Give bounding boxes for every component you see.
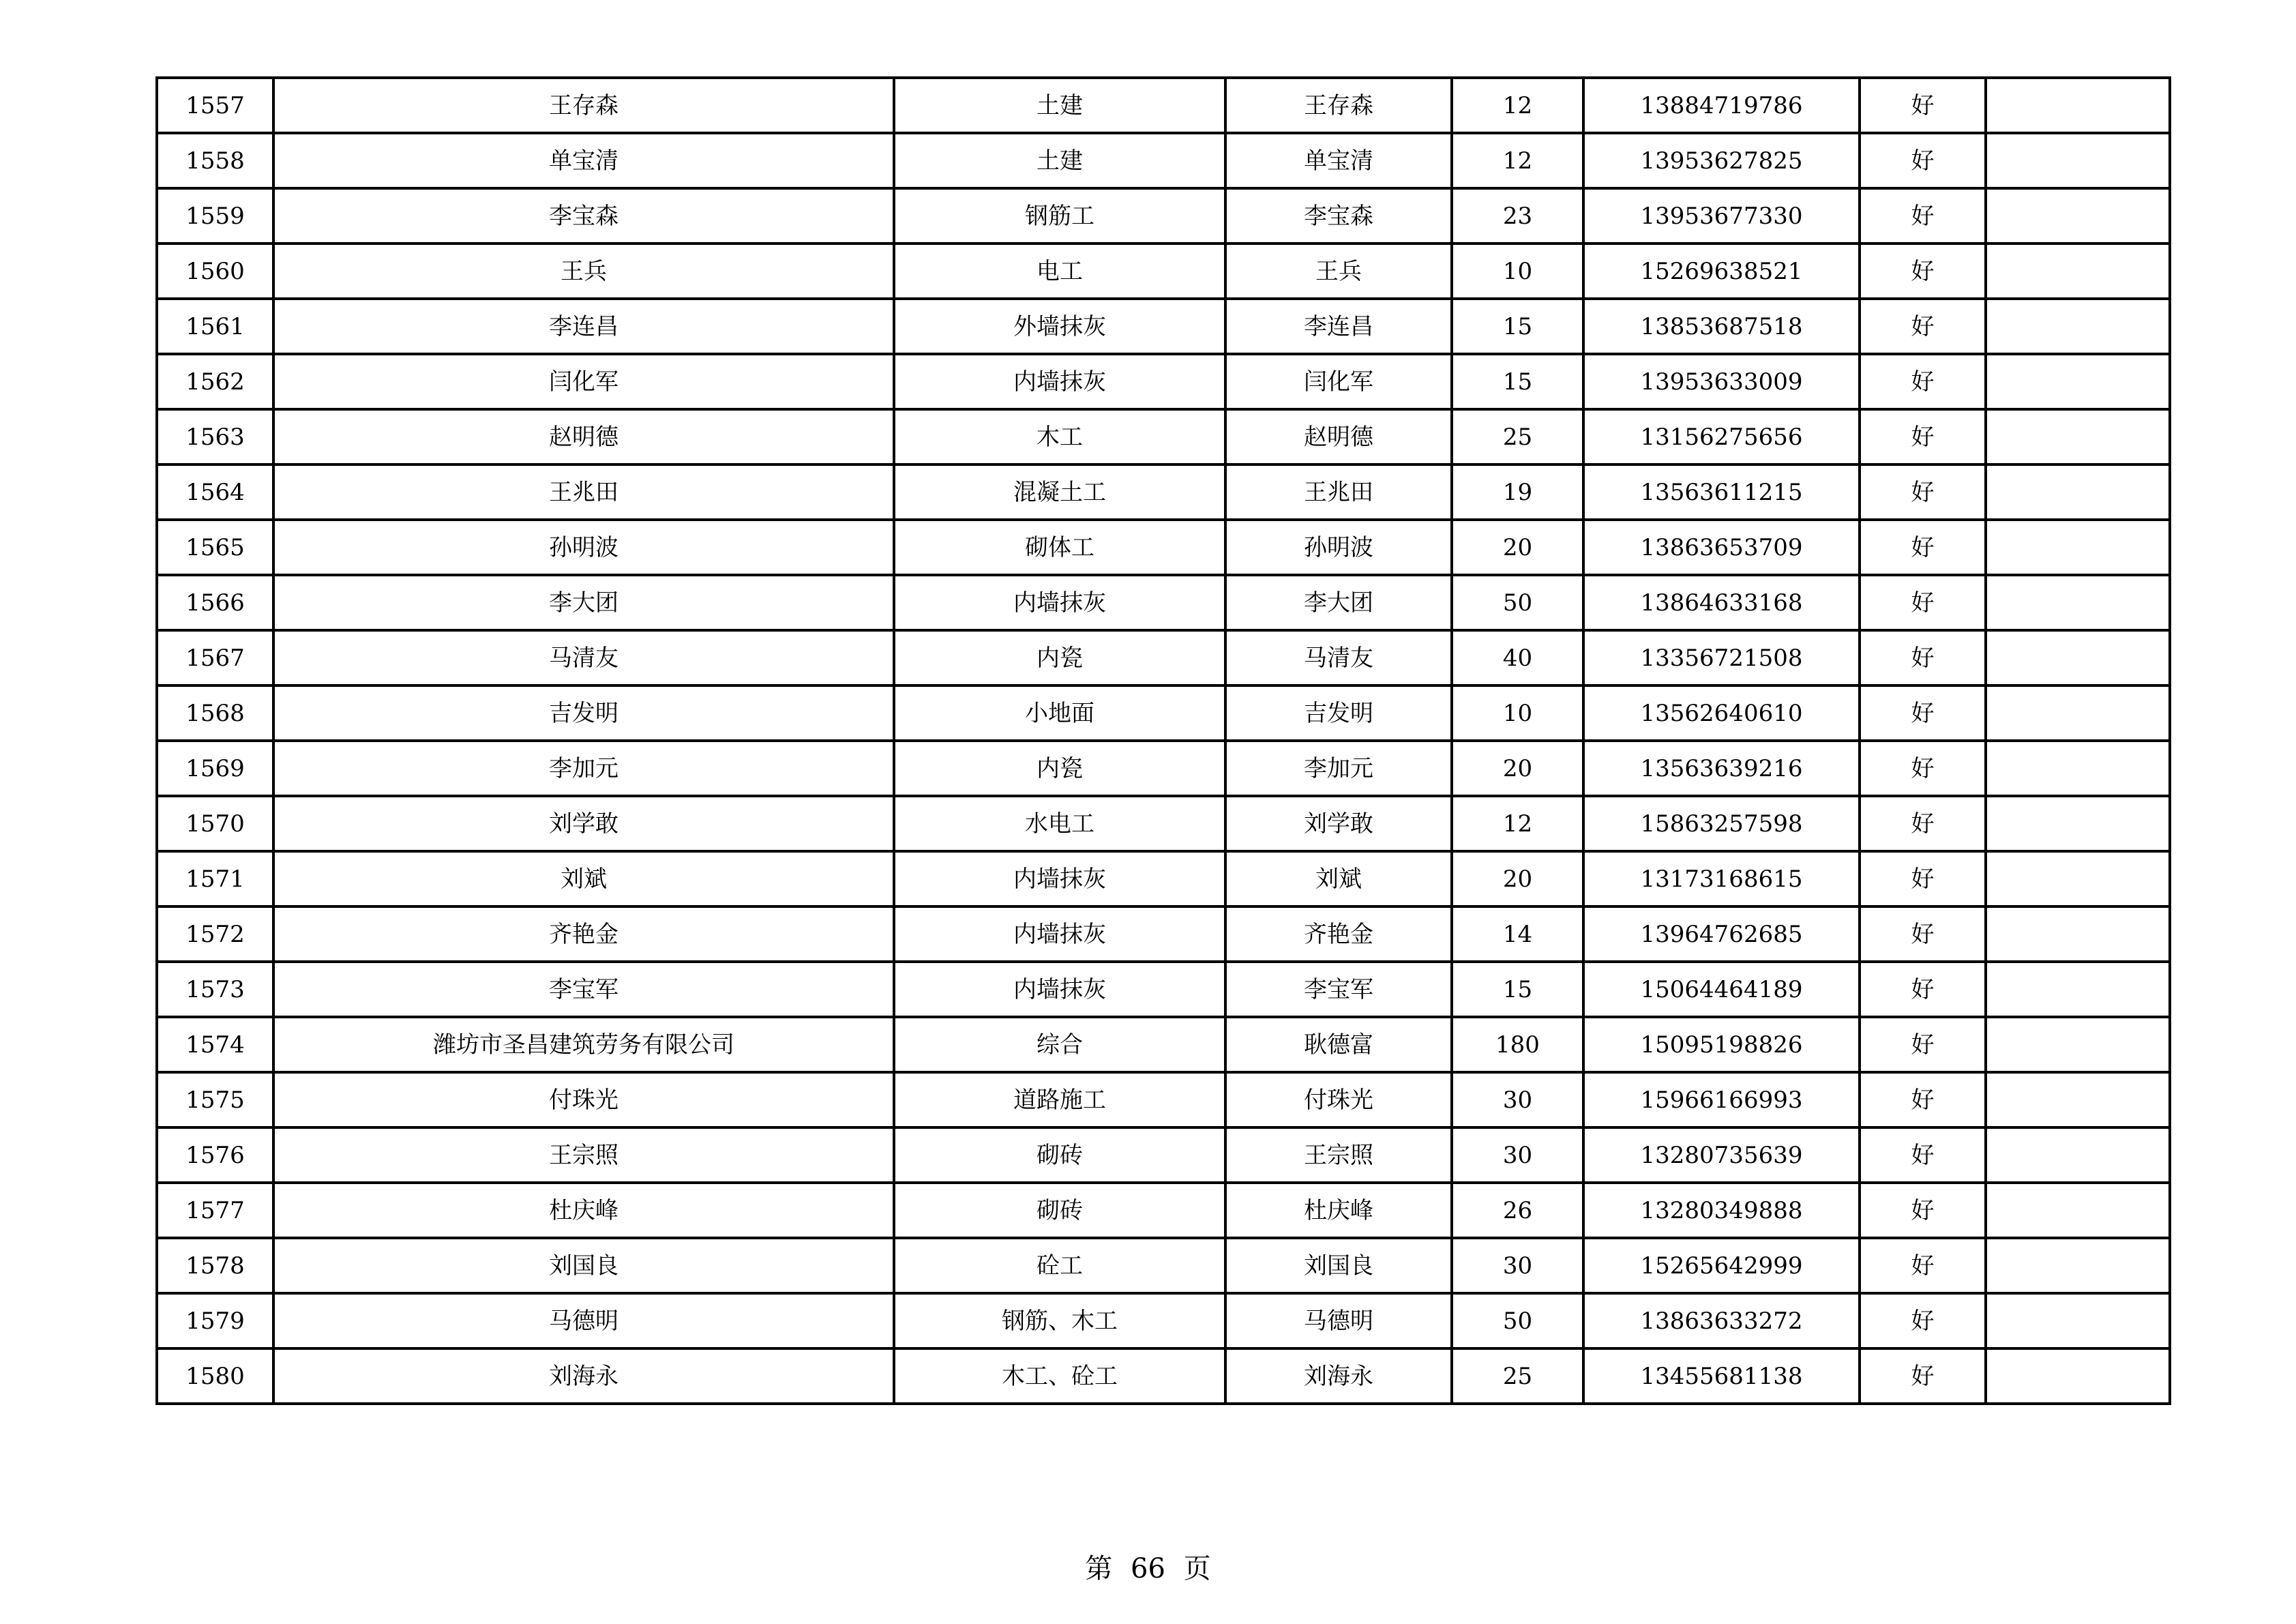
headcount-cell: 10 <box>1452 243 1583 299</box>
trade-cell: 砌砖 <box>894 1183 1225 1238</box>
remarks-cell <box>1986 464 2170 520</box>
remarks-cell <box>1986 1238 2170 1293</box>
name-cell: 刘学敢 <box>273 796 894 851</box>
name-cell: 李宝森 <box>273 188 894 243</box>
table-body <box>157 78 2170 1404</box>
headcount-cell: 30 <box>1452 1238 1583 1293</box>
headcount-cell: 20 <box>1452 851 1583 906</box>
headcount-cell: 10 <box>1452 685 1583 741</box>
phone-cell: 13173168615 <box>1583 851 1860 906</box>
remarks-cell <box>1986 133 2170 188</box>
trade-cell: 砌体工 <box>894 520 1225 575</box>
phone-cell: 13455681138 <box>1583 1348 1860 1404</box>
rating-cell: 好 <box>1860 520 1986 575</box>
phone-cell: 13863653709 <box>1583 520 1860 575</box>
table-row <box>157 1183 2170 1238</box>
rating-cell: 好 <box>1860 1293 1986 1348</box>
seq-no-cell: 1578 <box>157 1238 273 1293</box>
table-row <box>157 906 2170 962</box>
headcount-cell: 12 <box>1452 796 1583 851</box>
name-cell: 王存森 <box>273 78 894 133</box>
phone-cell: 13964762685 <box>1583 906 1860 962</box>
headcount-cell: 25 <box>1452 1348 1583 1404</box>
contact-person-cell: 王存森 <box>1225 78 1452 133</box>
name-cell: 刘海永 <box>273 1348 894 1404</box>
table-row <box>157 1293 2170 1348</box>
seq-no-cell: 1565 <box>157 520 273 575</box>
headcount-cell: 25 <box>1452 409 1583 464</box>
name-cell: 刘国良 <box>273 1238 894 1293</box>
rating-cell: 好 <box>1860 188 1986 243</box>
seq-no-cell: 1566 <box>157 575 273 630</box>
phone-cell: 13562640610 <box>1583 685 1860 741</box>
headcount-cell: 30 <box>1452 1072 1583 1127</box>
phone-cell: 15966166993 <box>1583 1072 1860 1127</box>
contact-person-cell: 刘海永 <box>1225 1348 1452 1404</box>
phone-cell: 13864633168 <box>1583 575 1860 630</box>
headcount-cell: 40 <box>1452 630 1583 685</box>
seq-no-cell: 1558 <box>157 133 273 188</box>
table-row <box>157 464 2170 520</box>
remarks-cell <box>1986 630 2170 685</box>
trade-cell: 内墙抹灰 <box>894 851 1225 906</box>
remarks-cell <box>1986 1072 2170 1127</box>
trade-cell: 水电工 <box>894 796 1225 851</box>
trade-cell: 木工 <box>894 409 1225 464</box>
headcount-cell: 26 <box>1452 1183 1583 1238</box>
table-row <box>157 1348 2170 1404</box>
remarks-cell <box>1986 1293 2170 1348</box>
table-row <box>157 299 2170 354</box>
remarks-cell <box>1986 1017 2170 1072</box>
remarks-cell <box>1986 299 2170 354</box>
trade-cell: 内墙抹灰 <box>894 906 1225 962</box>
seq-no-cell: 1573 <box>157 962 273 1017</box>
rating-cell: 好 <box>1860 409 1986 464</box>
table-row <box>157 1017 2170 1072</box>
contact-person-cell: 孙明波 <box>1225 520 1452 575</box>
remarks-cell <box>1986 188 2170 243</box>
trade-cell: 内瓷 <box>894 741 1225 796</box>
trade-cell: 木工、砼工 <box>894 1348 1225 1404</box>
name-cell: 单宝清 <box>273 133 894 188</box>
seq-no-cell: 1571 <box>157 851 273 906</box>
remarks-cell <box>1986 962 2170 1017</box>
trade-cell: 土建 <box>894 78 1225 133</box>
data-table <box>155 76 2171 1405</box>
seq-no-cell: 1579 <box>157 1293 273 1348</box>
contact-person-cell: 刘斌 <box>1225 851 1452 906</box>
rating-cell: 好 <box>1860 78 1986 133</box>
table-row <box>157 520 2170 575</box>
contact-person-cell: 马清友 <box>1225 630 1452 685</box>
remarks-cell <box>1986 1183 2170 1238</box>
remarks-cell <box>1986 906 2170 962</box>
phone-cell: 13280735639 <box>1583 1127 1860 1183</box>
name-cell: 马清友 <box>273 630 894 685</box>
headcount-cell: 15 <box>1452 354 1583 409</box>
contact-person-cell: 王兆田 <box>1225 464 1452 520</box>
table-row <box>157 851 2170 906</box>
remarks-cell <box>1986 1348 2170 1404</box>
name-cell: 李宝军 <box>273 962 894 1017</box>
seq-no-cell: 1580 <box>157 1348 273 1404</box>
phone-cell: 13863633272 <box>1583 1293 1860 1348</box>
contact-person-cell: 吉发明 <box>1225 685 1452 741</box>
remarks-cell <box>1986 575 2170 630</box>
headcount-cell: 180 <box>1452 1017 1583 1072</box>
seq-no-cell: 1564 <box>157 464 273 520</box>
phone-cell: 13953633009 <box>1583 354 1860 409</box>
remarks-cell <box>1986 520 2170 575</box>
trade-cell: 内墙抹灰 <box>894 354 1225 409</box>
contact-person-cell: 付珠光 <box>1225 1072 1452 1127</box>
contact-person-cell: 闫化军 <box>1225 354 1452 409</box>
table-row <box>157 133 2170 188</box>
rating-cell: 好 <box>1860 796 1986 851</box>
seq-no-cell: 1574 <box>157 1017 273 1072</box>
phone-cell: 13356721508 <box>1583 630 1860 685</box>
name-cell: 吉发明 <box>273 685 894 741</box>
seq-no-cell: 1563 <box>157 409 273 464</box>
phone-cell: 15863257598 <box>1583 796 1860 851</box>
table-row <box>157 796 2170 851</box>
trade-cell: 砌砖 <box>894 1127 1225 1183</box>
remarks-cell <box>1986 741 2170 796</box>
rating-cell: 好 <box>1860 575 1986 630</box>
headcount-cell: 50 <box>1452 1293 1583 1348</box>
seq-no-cell: 1562 <box>157 354 273 409</box>
name-cell: 李连昌 <box>273 299 894 354</box>
trade-cell: 内瓷 <box>894 630 1225 685</box>
table-row <box>157 685 2170 741</box>
trade-cell: 电工 <box>894 243 1225 299</box>
remarks-cell <box>1986 354 2170 409</box>
trade-cell: 道路施工 <box>894 1072 1225 1127</box>
seq-no-cell: 1557 <box>157 78 273 133</box>
rating-cell: 好 <box>1860 464 1986 520</box>
rating-cell: 好 <box>1860 1017 1986 1072</box>
phone-cell: 15095198826 <box>1583 1017 1860 1072</box>
contact-person-cell: 杜庆峰 <box>1225 1183 1452 1238</box>
seq-no-cell: 1568 <box>157 685 273 741</box>
contact-person-cell: 王宗照 <box>1225 1127 1452 1183</box>
seq-no-cell: 1570 <box>157 796 273 851</box>
table-row <box>157 962 2170 1017</box>
contact-person-cell: 李宝军 <box>1225 962 1452 1017</box>
table-row <box>157 78 2170 133</box>
name-cell: 孙明波 <box>273 520 894 575</box>
remarks-cell <box>1986 685 2170 741</box>
contact-person-cell: 赵明德 <box>1225 409 1452 464</box>
name-cell: 马德明 <box>273 1293 894 1348</box>
headcount-cell: 30 <box>1452 1127 1583 1183</box>
rating-cell: 好 <box>1860 1238 1986 1293</box>
page-number: 第 66 页 <box>1085 1553 1211 1584</box>
rating-cell: 好 <box>1860 1348 1986 1404</box>
name-cell: 杜庆峰 <box>273 1183 894 1238</box>
table-row <box>157 741 2170 796</box>
contact-person-cell: 李加元 <box>1225 741 1452 796</box>
headcount-cell: 50 <box>1452 575 1583 630</box>
table-row <box>157 1127 2170 1183</box>
contact-person-cell: 王兵 <box>1225 243 1452 299</box>
remarks-cell <box>1986 1127 2170 1183</box>
phone-cell: 13884719786 <box>1583 78 1860 133</box>
seq-no-cell: 1569 <box>157 741 273 796</box>
remarks-cell <box>1986 243 2170 299</box>
table-row <box>157 188 2170 243</box>
rating-cell: 好 <box>1860 962 1986 1017</box>
phone-cell: 13156275656 <box>1583 409 1860 464</box>
phone-cell: 13853687518 <box>1583 299 1860 354</box>
headcount-cell: 20 <box>1452 520 1583 575</box>
rating-cell: 好 <box>1860 133 1986 188</box>
table-row <box>157 630 2170 685</box>
headcount-cell: 12 <box>1452 78 1583 133</box>
phone-cell: 15265642999 <box>1583 1238 1860 1293</box>
phone-cell: 15269638521 <box>1583 243 1860 299</box>
headcount-cell: 15 <box>1452 962 1583 1017</box>
rating-cell: 好 <box>1860 243 1986 299</box>
phone-cell: 15064464189 <box>1583 962 1860 1017</box>
name-cell: 王兆田 <box>273 464 894 520</box>
trade-cell: 钢筋工 <box>894 188 1225 243</box>
contact-person-cell: 耿德富 <box>1225 1017 1452 1072</box>
rating-cell: 好 <box>1860 1072 1986 1127</box>
remarks-cell <box>1986 409 2170 464</box>
trade-cell: 综合 <box>894 1017 1225 1072</box>
headcount-cell: 19 <box>1452 464 1583 520</box>
headcount-cell: 20 <box>1452 741 1583 796</box>
name-cell: 潍坊市圣昌建筑劳务有限公司 <box>273 1017 894 1072</box>
name-cell: 王兵 <box>273 243 894 299</box>
table-row <box>157 354 2170 409</box>
contact-person-cell: 李宝森 <box>1225 188 1452 243</box>
trade-cell: 外墙抹灰 <box>894 299 1225 354</box>
name-cell: 李加元 <box>273 741 894 796</box>
rating-cell: 好 <box>1860 741 1986 796</box>
contact-person-cell: 马德明 <box>1225 1293 1452 1348</box>
rating-cell: 好 <box>1860 906 1986 962</box>
rating-cell: 好 <box>1860 1183 1986 1238</box>
rating-cell: 好 <box>1860 354 1986 409</box>
rating-cell: 好 <box>1860 851 1986 906</box>
contact-person-cell: 单宝清 <box>1225 133 1452 188</box>
rating-cell: 好 <box>1860 630 1986 685</box>
trade-cell: 混凝土工 <box>894 464 1225 520</box>
seq-no-cell: 1567 <box>157 630 273 685</box>
name-cell: 王宗照 <box>273 1127 894 1183</box>
remarks-cell <box>1986 78 2170 133</box>
table-row <box>157 243 2170 299</box>
phone-cell: 13953627825 <box>1583 133 1860 188</box>
name-cell: 李大团 <box>273 575 894 630</box>
trade-cell: 内墙抹灰 <box>894 575 1225 630</box>
trade-cell: 内墙抹灰 <box>894 962 1225 1017</box>
phone-cell: 13280349888 <box>1583 1183 1860 1238</box>
contact-person-cell: 齐艳金 <box>1225 906 1452 962</box>
name-cell: 付珠光 <box>273 1072 894 1127</box>
contact-person-cell: 刘学敢 <box>1225 796 1452 851</box>
seq-no-cell: 1559 <box>157 188 273 243</box>
phone-cell: 13563639216 <box>1583 741 1860 796</box>
headcount-cell: 12 <box>1452 133 1583 188</box>
trade-cell: 钢筋、木工 <box>894 1293 1225 1348</box>
trade-cell: 土建 <box>894 133 1225 188</box>
contact-person-cell: 李大团 <box>1225 575 1452 630</box>
phone-cell: 13563611215 <box>1583 464 1860 520</box>
seq-no-cell: 1561 <box>157 299 273 354</box>
seq-no-cell: 1572 <box>157 906 273 962</box>
name-cell: 赵明德 <box>273 409 894 464</box>
headcount-cell: 14 <box>1452 906 1583 962</box>
contact-person-cell: 李连昌 <box>1225 299 1452 354</box>
table-row <box>157 1072 2170 1127</box>
trade-cell: 小地面 <box>894 685 1225 741</box>
remarks-cell <box>1986 851 2170 906</box>
name-cell: 齐艳金 <box>273 906 894 962</box>
seq-no-cell: 1560 <box>157 243 273 299</box>
headcount-cell: 23 <box>1452 188 1583 243</box>
headcount-cell: 15 <box>1452 299 1583 354</box>
remarks-cell <box>1986 796 2170 851</box>
trade-cell: 砼工 <box>894 1238 1225 1293</box>
table-row <box>157 1238 2170 1293</box>
table-row <box>157 575 2170 630</box>
phone-cell: 13953677330 <box>1583 188 1860 243</box>
table-row <box>157 409 2170 464</box>
name-cell: 闫化军 <box>273 354 894 409</box>
seq-no-cell: 1575 <box>157 1072 273 1127</box>
rating-cell: 好 <box>1860 299 1986 354</box>
contact-person-cell: 刘国良 <box>1225 1238 1452 1293</box>
name-cell: 刘斌 <box>273 851 894 906</box>
seq-no-cell: 1576 <box>157 1127 273 1183</box>
seq-no-cell: 1577 <box>157 1183 273 1238</box>
rating-cell: 好 <box>1860 1127 1986 1183</box>
rating-cell: 好 <box>1860 685 1986 741</box>
